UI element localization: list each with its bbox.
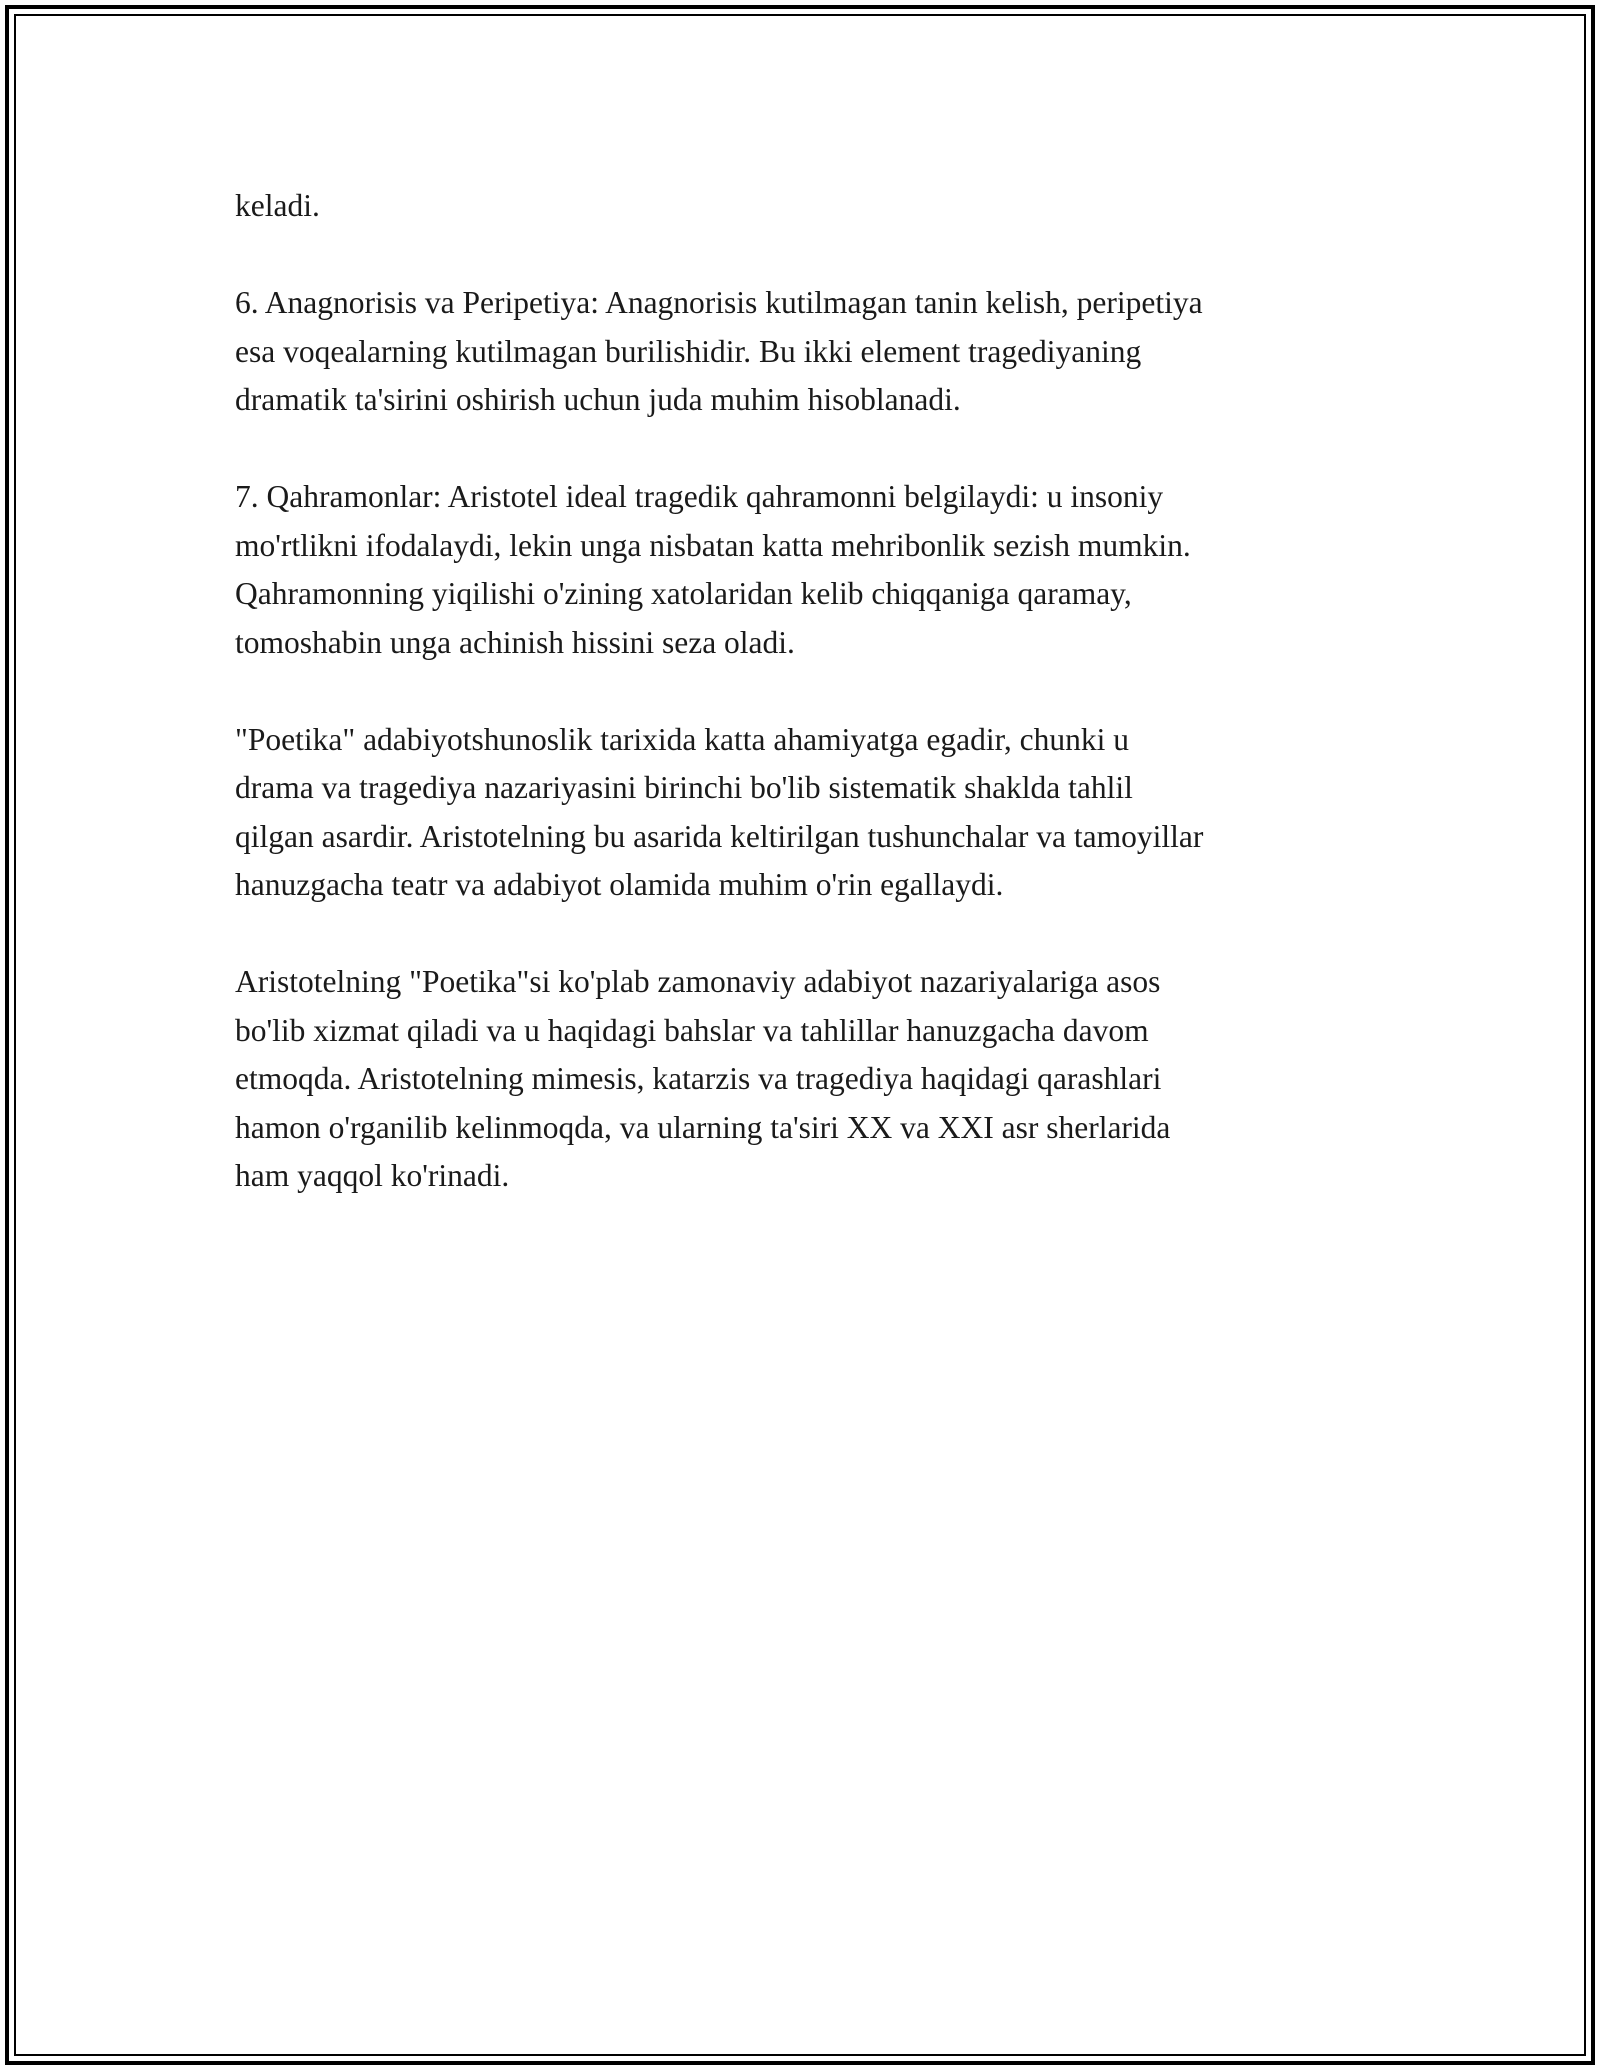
paragraph-poetika-influence: [235, 958, 1375, 1201]
text-line: 7. Qahramonlar: Aristotel ideal tragedik qahramonni belgilaydi: u insoniy: [235, 479, 1164, 514]
text-line: hamon o'rganilib kelinmoqda, va ularning ta'siri XX va XXI asr sherlarida: [235, 1109, 1171, 1145]
text-line: hanuzgacha teatr va adabiyot olamida muhim o'rin egallaydi.: [235, 867, 1004, 902]
text-line: ham yaqqol ko'rinadi.: [235, 1158, 510, 1193]
text-line: tomoshabin unga achinish hissini seza oladi.: [235, 624, 795, 660]
text-line: Qahramonning yiqilishi o'zining xatolaridan kelib chiqqaniga qaramay,: [235, 576, 1132, 611]
text-line: dramatik ta'sirini oshirish uchun juda muhim hisoblanadi.: [235, 382, 961, 417]
paragraph-qahramonlar: [235, 473, 1375, 667]
text-line: mo'rtlikni ifodalaydi, lekin unga nisbatan katta mehribonlik sezish mumkin.: [235, 527, 1191, 563]
paragraph-poetika-significance: [235, 716, 1375, 910]
paragraph-anagnorisis: [235, 279, 1375, 425]
document-body: [235, 182, 1375, 1249]
text-line: "Poetika" adabiyotshunoslik tarixida katta ahamiyatga egadir, chunki u: [235, 721, 1129, 757]
text-line: etmoqda. Aristotelning mimesis, katarzis va tragediya haqidagi qarashlari: [235, 1061, 1162, 1096]
text-line: esa voqealarning kutilmagan burilishidir. Bu ikki element tragediyaning: [235, 333, 1142, 369]
text-line: drama va tragediya nazariyasini birinchi bo'lib sistematik shaklda tahlil: [235, 770, 1133, 805]
text-line: qilgan asardir. Aristotelning bu asarida keltirilgan tushunchalar va tamoyillar: [235, 818, 1204, 854]
text-line: keladi.: [235, 188, 320, 223]
text-line: 6. Anagnorisis va Peripetiya: Anagnorisis kutilmagan tanin kelish, peripetiya: [235, 285, 1203, 320]
text-line: bo'lib xizmat qiladi va u haqidagi bahslar va tahlillar hanuzgacha davom: [235, 1012, 1149, 1048]
paragraph-continuation: [235, 182, 1375, 231]
text-line: Aristotelning "Poetika"si ko'plab zamonaviy adabiyot nazariyalariga asos: [235, 964, 1161, 999]
